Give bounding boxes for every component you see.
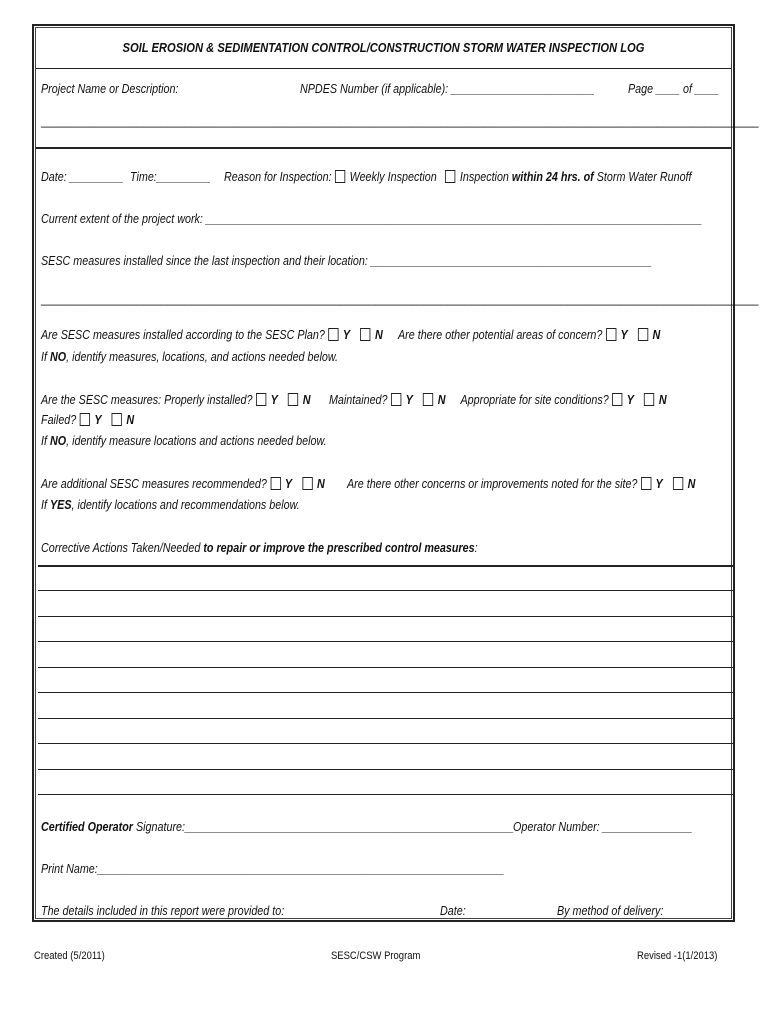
- question-other-concern-areas-text: Are there other potential areas of concern?: [398, 328, 603, 342]
- question-additional-measures: [41, 477, 325, 491]
- print-name-field[interactable]: Print Name:____________________________________________________________________: [41, 862, 505, 876]
- inspection-time-field[interactable]: Time:_________: [130, 170, 211, 184]
- question-other-concerns: [347, 477, 695, 491]
- reason-for-inspection: [224, 170, 692, 184]
- title-divider: [36, 68, 731, 69]
- footer-created: Created (5/2011): [34, 950, 105, 962]
- corrective-label-pre: Corrective Actions Taken/Needed: [41, 541, 201, 555]
- yes-label: Y: [626, 393, 634, 407]
- note-post: , identify measures, locations, and actions needed below.: [66, 350, 339, 364]
- no-label: N: [375, 328, 383, 342]
- note-bold: NO: [49, 350, 67, 364]
- corrective-action-line[interactable]: [38, 718, 734, 719]
- note-post: , identify locations and recommendations below.: [71, 498, 300, 512]
- note-post: , identify measure locations and actions needed below.: [66, 434, 327, 448]
- storm-inspection-label-post: Storm Water Runoff: [596, 170, 692, 184]
- corrective-action-line[interactable]: [38, 590, 734, 591]
- storm-inspection-label-pre: Inspection: [459, 170, 509, 184]
- no-label: N: [652, 328, 661, 342]
- sesc-installed-field[interactable]: SESC measures installed since the last inspection and their location: _______________________________________________: [41, 254, 652, 268]
- question-maintained-text: Maintained?: [328, 393, 388, 407]
- question-failed-text: Failed?: [41, 413, 77, 427]
- sesc-installed-line[interactable]: ________________________________________________________________________________________________________________________: [41, 292, 759, 306]
- weekly-inspection-checkbox[interactable]: [335, 170, 345, 183]
- corrective-action-line[interactable]: [38, 769, 734, 770]
- additional-measures-note: [41, 498, 300, 512]
- note-bold: NO: [49, 434, 67, 448]
- yes-label: Y: [270, 393, 278, 407]
- provided-date-label: Date:: [440, 904, 466, 918]
- corrective-actions-label: [41, 541, 478, 555]
- certified-operator-label: Certified Operator: [41, 820, 133, 834]
- provided-to-label: The details included in this report were provided to:: [41, 904, 285, 918]
- corrective-action-line[interactable]: [38, 565, 734, 567]
- no-label: N: [317, 477, 325, 491]
- storm-inspection-checkbox[interactable]: [445, 170, 455, 183]
- corrective-action-line[interactable]: [38, 616, 734, 617]
- question-other-concern-areas: [398, 328, 660, 342]
- corrective-action-line[interactable]: [38, 667, 734, 668]
- maintained-no-checkbox[interactable]: [423, 393, 433, 406]
- corrective-label-bold: to repair or improve the prescribed control measures: [203, 541, 475, 555]
- question-other-concerns-text: Are there other concerns or improvements noted for the site?: [347, 477, 638, 491]
- operator-signature-field[interactable]: [41, 820, 514, 834]
- operator-number-field[interactable]: Operator Number: _______________: [513, 820, 693, 834]
- project-name-label: Project Name or Description:: [41, 82, 179, 96]
- failed-yes-checkbox[interactable]: [80, 413, 90, 426]
- corrective-action-line[interactable]: [38, 794, 734, 795]
- appropriate-no-checkbox[interactable]: [644, 393, 654, 406]
- concern-areas-yes-checkbox[interactable]: [606, 328, 616, 341]
- npdes-number-label[interactable]: NPDES Number (if applicable): ________________________: [300, 82, 595, 96]
- sesc-plan-yes-checkbox[interactable]: [328, 328, 338, 341]
- no-label: N: [126, 413, 135, 427]
- yes-label: Y: [342, 328, 351, 342]
- other-concerns-yes-checkbox[interactable]: [641, 477, 651, 490]
- reason-label: Reason for Inspection:: [224, 170, 332, 184]
- failed-no-checkbox[interactable]: [112, 413, 122, 426]
- footer-revised: Revised -1(1/2013): [637, 950, 718, 962]
- yes-label: Y: [655, 477, 663, 491]
- sesc-plan-note: [41, 350, 338, 364]
- no-label: N: [658, 393, 667, 407]
- question-additional-measures-text: Are additional SESC measures recommended?: [41, 477, 267, 491]
- project-name-line[interactable]: ________________________________________________________________________________________________________________________: [41, 114, 759, 128]
- inspection-date-field[interactable]: Date: _________: [41, 170, 124, 184]
- no-label: N: [687, 477, 696, 491]
- yes-label: Y: [620, 328, 628, 342]
- properly-installed-no-checkbox[interactable]: [288, 393, 298, 406]
- question-properly-installed-text: Are the SESC measures: Properly installed?: [41, 393, 253, 407]
- sesc-measures-note: [41, 434, 327, 448]
- question-failed: [41, 413, 134, 427]
- form-title: SOIL EROSION & SEDIMENTATION CONTROL/CONSTRUCTION STORM WATER INSPECTION LOG: [122, 40, 645, 55]
- current-extent-field[interactable]: Current extent of the project work: ___________________________________________________________________________________: [41, 212, 703, 226]
- corrective-action-line[interactable]: [38, 743, 734, 744]
- footer-program: SESC/CSW Program: [331, 950, 421, 962]
- note-bold: YES: [49, 498, 72, 512]
- no-label: N: [437, 393, 446, 407]
- yes-label: Y: [284, 477, 293, 491]
- weekly-inspection-label: Weekly Inspection: [349, 170, 437, 184]
- form-inner-border: [35, 27, 732, 919]
- question-sesc-plan-text: Are SESC measures installed according to the SESC Plan?: [41, 328, 325, 342]
- question-appropriate-text: Appropriate for site conditions?: [460, 393, 609, 407]
- delivery-method-label: By method of delivery:: [557, 904, 664, 918]
- corrective-label-post: :: [474, 541, 478, 555]
- maintained-yes-checkbox[interactable]: [391, 393, 401, 406]
- corrective-action-line[interactable]: [38, 692, 734, 693]
- signature-label: Signature:_______________________________________________________: [135, 820, 514, 834]
- note-pre: If: [41, 498, 47, 512]
- question-sesc-measures: [41, 393, 667, 407]
- appropriate-yes-checkbox[interactable]: [612, 393, 622, 406]
- corrective-action-line[interactable]: [38, 641, 734, 642]
- header-divider: [36, 147, 731, 149]
- question-sesc-plan: [41, 328, 383, 342]
- storm-inspection-label-bold: within 24 hrs. of: [511, 170, 594, 184]
- yes-label: Y: [405, 393, 413, 407]
- note-pre: If: [41, 350, 47, 364]
- concern-areas-no-checkbox[interactable]: [638, 328, 648, 341]
- properly-installed-yes-checkbox[interactable]: [256, 393, 266, 406]
- yes-label: Y: [94, 413, 102, 427]
- no-label: N: [302, 393, 311, 407]
- page-number-label[interactable]: Page ____ of ____: [628, 82, 719, 96]
- additional-measures-yes-checkbox[interactable]: [270, 477, 280, 490]
- sesc-plan-no-checkbox[interactable]: [360, 328, 370, 341]
- note-pre: If: [41, 434, 47, 448]
- additional-measures-no-checkbox[interactable]: [302, 477, 312, 490]
- other-concerns-no-checkbox[interactable]: [673, 477, 683, 490]
